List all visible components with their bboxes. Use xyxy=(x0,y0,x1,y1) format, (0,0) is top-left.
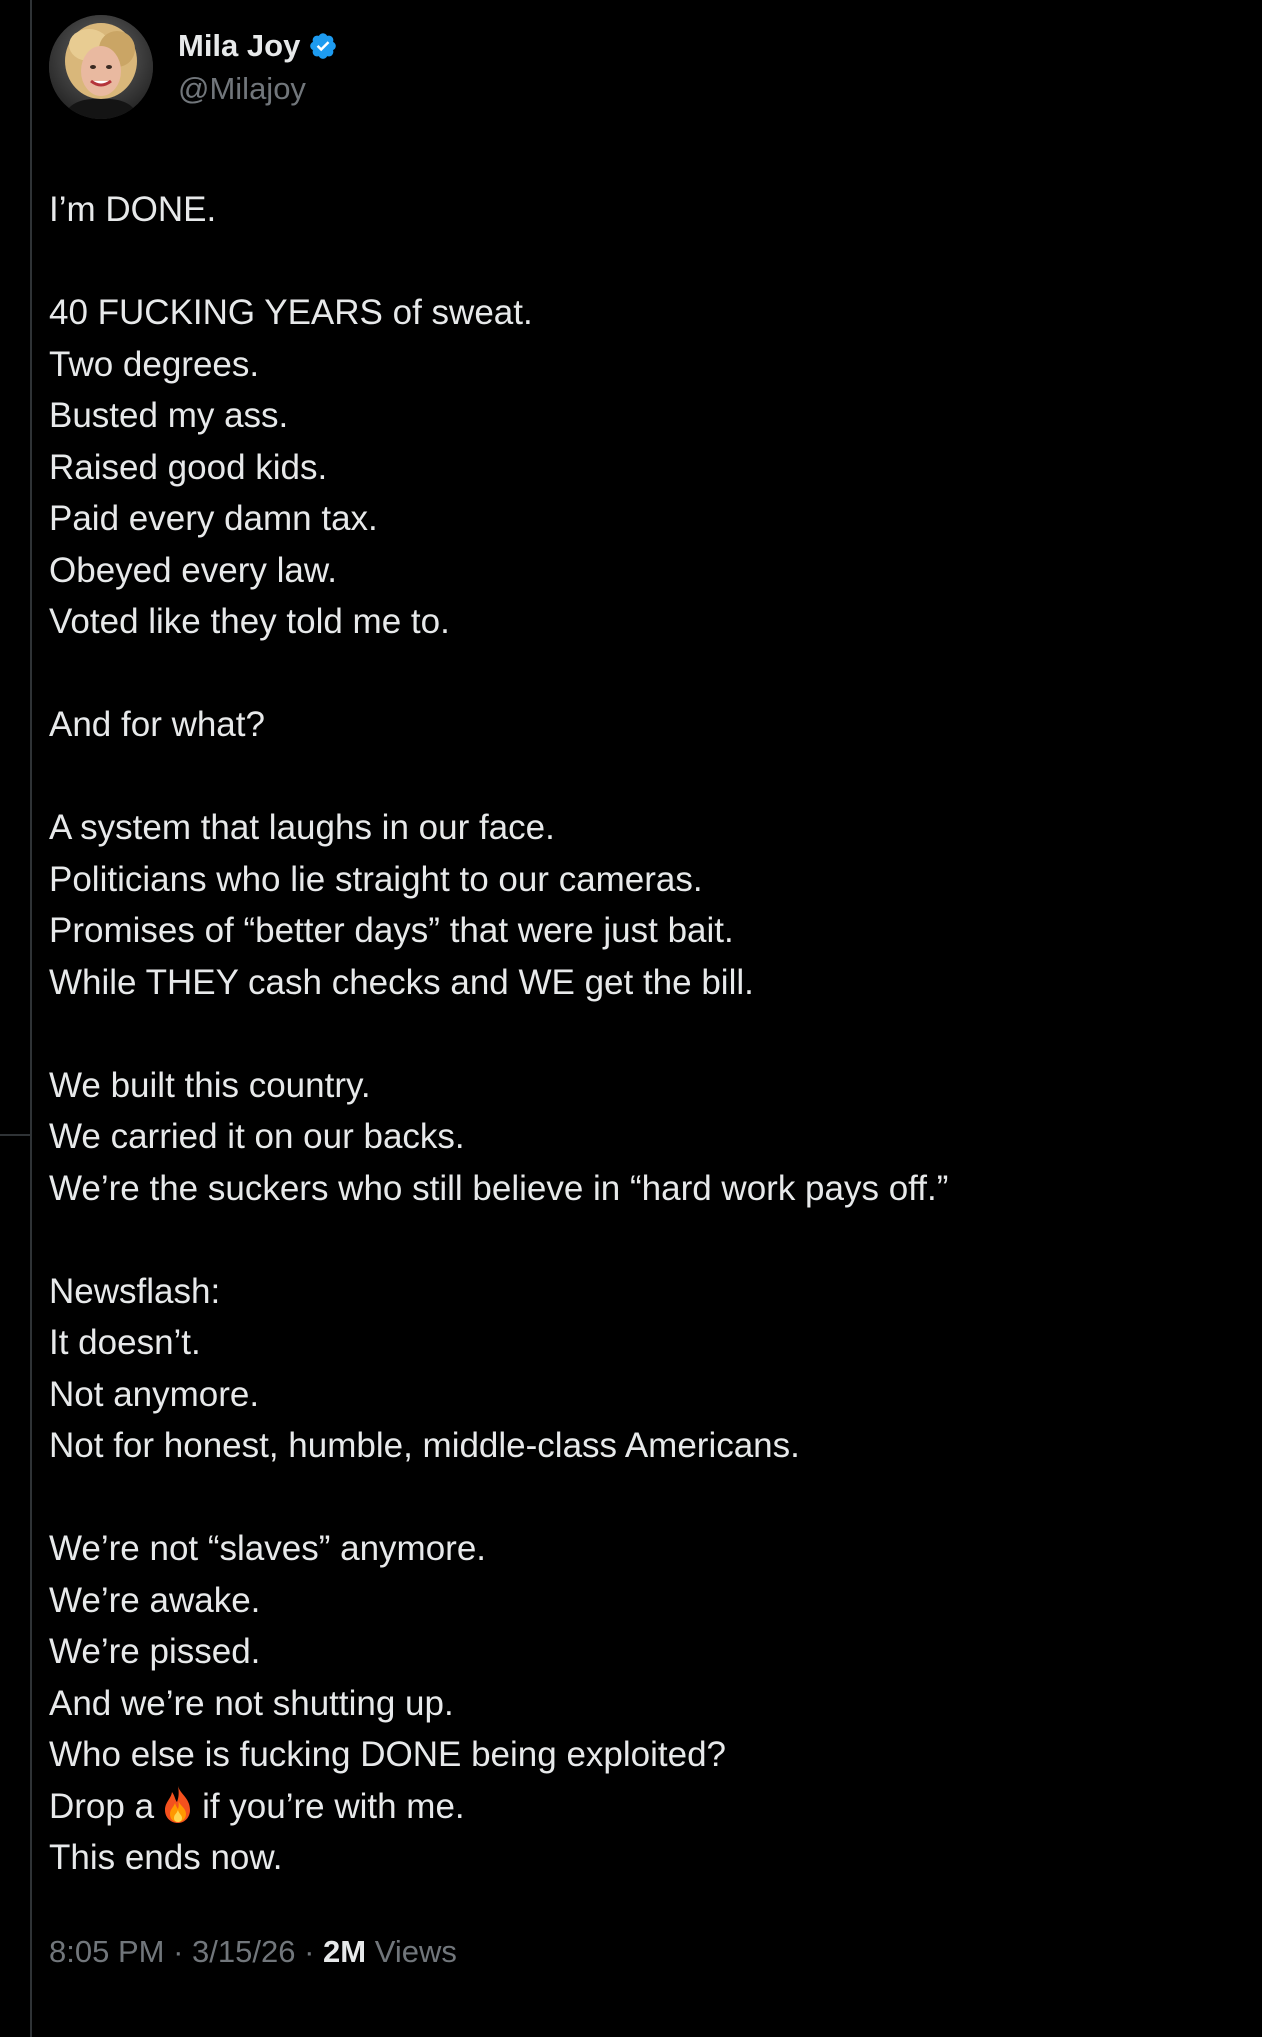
tweet-line: Politicians who lie straight to our cameras. xyxy=(49,859,703,899)
tweet-line: We’re pissed. xyxy=(49,1632,261,1671)
tweet-line: I’m DONE. xyxy=(49,190,217,229)
fire-emoji-icon xyxy=(160,1784,196,1824)
profile-photo-icon xyxy=(49,15,153,119)
tweet-line: And for what? xyxy=(49,705,265,744)
tweet-paragraph xyxy=(49,1266,1229,1472)
tweet-line: A system that laughs in our face. xyxy=(49,808,555,847)
views-label: Views xyxy=(374,1933,457,1969)
author-identity xyxy=(178,24,338,110)
post-time[interactable]: 8:05 PM xyxy=(49,1933,165,1969)
tweet-line: Obeyed every law. xyxy=(49,550,337,590)
tweet-line: Not anymore. xyxy=(49,1374,260,1414)
meta-separator: · xyxy=(304,1933,315,1969)
author-handle[interactable]: @Milajoy xyxy=(178,71,306,106)
tweet-paragraph xyxy=(49,184,1229,236)
thread-divider-tick xyxy=(0,1134,30,1136)
tweet-line-segment: if you’re with me. xyxy=(202,1786,465,1826)
tweet-line: While THEY cash checks and WE get the bill. xyxy=(49,962,754,1002)
avatar[interactable] xyxy=(49,15,153,119)
views-count[interactable]: 2M xyxy=(323,1933,367,1969)
tweet-line: We’re awake. xyxy=(49,1580,261,1620)
tweet xyxy=(49,12,1229,1970)
tweet-paragraph xyxy=(49,1523,1229,1729)
tweet-paragraph xyxy=(49,802,1229,1008)
tweet-paragraphs xyxy=(49,184,1229,1729)
tweet-line: Two degrees. xyxy=(49,344,260,384)
tweet-line: Raised good kids. xyxy=(49,447,328,487)
tweet-line: We built this country. xyxy=(49,1065,371,1105)
tweet-paragraph-closing xyxy=(49,1729,1229,1884)
tweet-line: Voted like they told me to. xyxy=(49,602,450,641)
tweet-paragraph xyxy=(49,1060,1229,1215)
tweet-line: We carried it on our backs. xyxy=(49,1117,465,1156)
tweet-paragraph xyxy=(49,699,1229,751)
thread-divider xyxy=(30,0,32,2037)
name-row xyxy=(178,24,338,68)
verified-badge-icon[interactable] xyxy=(308,31,338,61)
tweet-line: Busted my ass. xyxy=(49,396,289,435)
tweet-line: Paid every damn tax. xyxy=(49,499,378,538)
tweet-meta xyxy=(49,1934,1229,1970)
tweet-line: Newsflash: xyxy=(49,1271,221,1311)
tweet-header xyxy=(49,12,1229,122)
tweet-line-segment: Drop a xyxy=(49,1786,155,1826)
tweet-paragraph xyxy=(49,287,1229,648)
display-name[interactable]: Mila Joy xyxy=(178,28,301,63)
tweet-line: Promises of “better days” that were just bait. xyxy=(49,911,734,950)
tweet-line: 40 FUCKING YEARS of sweat. xyxy=(49,293,533,332)
tweet-line: Not for honest, humble, middle-class Americans. xyxy=(49,1426,800,1465)
tweet-line: We’re the suckers who still believe in “hard work pays off.” xyxy=(49,1168,949,1208)
tweet-text xyxy=(49,184,1229,1884)
tweet-line: And we’re not shutting up. xyxy=(49,1683,454,1723)
tweet-line: This ends now. xyxy=(49,1838,283,1877)
post-date[interactable]: 3/15/26 xyxy=(192,1933,296,1969)
tweet-line xyxy=(49,1781,1229,1833)
meta-separator: · xyxy=(173,1933,184,1969)
tweet-line: It doesn’t. xyxy=(49,1323,201,1362)
tweet-line: Who else is fucking DONE being exploited? xyxy=(49,1735,727,1774)
tweet-line: We’re not “slaves” anymore. xyxy=(49,1529,487,1568)
